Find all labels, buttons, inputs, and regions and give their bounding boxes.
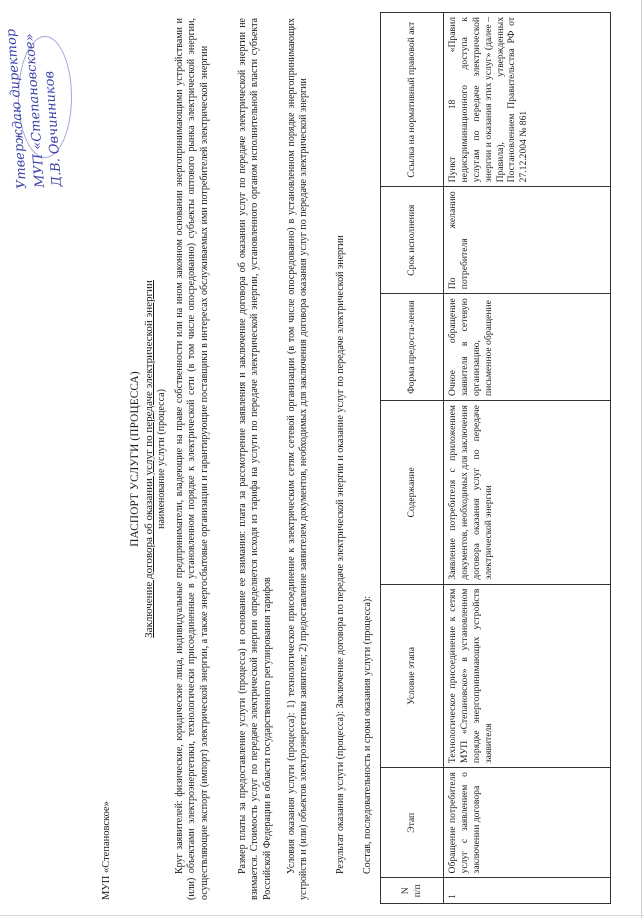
service-caption: наименование услуги (процесса) (156, 389, 167, 529)
header-content: Содержание (381, 401, 444, 585)
header-reference: Ссылка на нормативный правовой акт (381, 13, 444, 187)
conditions-paragraph: Условия оказания услуги (процесса): 1) технологическое присоединение к электрическим сетям сетевой организации (в том числе опосредованно) в установленном порядке энергопринимающих устройств и (или) объектов электроэнергетики заявителя; 2) предоставление заявителем документов, необходимых для заключения договора оказания услуг по передаче электрической энергии (286, 18, 310, 900)
approval-signature: Утверждаю директор МУП «Степановское» Д.В. Овчинников (3, 28, 66, 190)
steps-table (380, 12, 611, 904)
header-condition: Условие этапа (381, 584, 444, 768)
cell-term: По желанию потребителя (444, 187, 611, 294)
result-line: Результат оказания услуги (процесса): Заключение договора по передаче электрической энергии и оказание услуг по передаче электрической энергии (335, 235, 346, 874)
header-number: N п/п (381, 878, 444, 904)
cell-form: Очное обращение заявителя в сетевую организацию, письменное обращение (444, 294, 611, 401)
header-term: Срок исполнения (381, 187, 444, 294)
table-header-row (381, 13, 444, 904)
cell-number: 1 (444, 878, 611, 904)
applicants-paragraph: Круг заявителей: физические, юридические лица, индивидуальные предприниматели, владеющие на праве собственности или на ином законном основании энергопринимающими устройствами и (или) объектами электроэнергетики, технологически присоединенные в установленном порядке к электрической сети (в том числе опосредованно) субъекты оптового рынка электрической энергии, осуществляющие экспорт (импорт) электрической энергии, а также энергосбытовые организации и гарантирующие поставщики в интересах обслуживаемых ими потребителей электрической энергии (174, 18, 210, 900)
service-name: Заключение договора об оказании услуг по передаче электрической энергии (143, 280, 155, 638)
page-title: ПАСПОРТ УСЛУГИ (ПРОЦЕССА) (129, 371, 141, 547)
cell-condition: Технологическое присоединение к сетям МУП «Степановское» в установленном порядке энергопринимающих устройств заявителя (444, 584, 611, 768)
fee-paragraph: Размер платы за предоставление услуги (процесса) и основание ее взимания: плата за рассмотрение заявления и заключение договора об оказании услуг по передаче электрической энергии не взимается. Стоимость услуг по передаче электрической энергии определяется исходя из тарифа на услуги по передаче электрической энергии, установленного органом исполнительной власти субъекта Российской Федерации в области государственного регулирования тарифов (237, 18, 273, 900)
organization-name: МУП «Степановское» (101, 801, 112, 900)
header-form: Форма предоста-ления (381, 294, 444, 401)
table-row (444, 13, 611, 904)
cell-stage: Обращение потребителя услуг с заявлением о заключении договора (444, 768, 611, 878)
cell-reference: Пункт 18 «Правил недискриминационного доступа к услугам по передаче электрической энергии и оказания этих услуг» (далее – Правила), утвержденных Постановлением Правительства РФ от 27.12.2004 № 861 (444, 13, 611, 187)
composition-line: Состав, последовательность и сроки оказания услуги (процесса): (362, 595, 373, 874)
cell-content: Заявление потребителя с приложением документов, необходимых для заключения договора оказания услуг по передаче электрической энергии (444, 401, 611, 585)
header-stage: Этап (381, 768, 444, 878)
